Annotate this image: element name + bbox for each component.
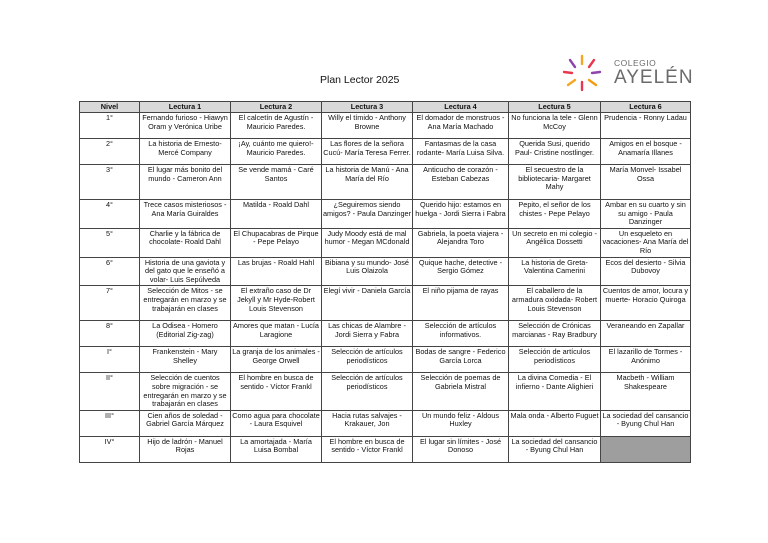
reading-cell: Querido hijo: estamos en huelga - Jordi Sierra i Fabra xyxy=(413,200,509,229)
reading-cell: La sociedad del cansancio - Byung Chul Han xyxy=(601,410,691,436)
reading-cell: Frankenstein - Mary Shelley xyxy=(140,347,231,373)
nivel-cell: I° xyxy=(80,347,140,373)
reading-cell: La amortajada - María Luisa Bombal xyxy=(231,436,322,462)
reading-cell xyxy=(601,436,691,462)
reading-cell: La sociedad del cansancio - Byung Chul Han xyxy=(509,436,601,462)
reading-cell: El hombre en busca de sentido - Víctor Frankl xyxy=(322,436,413,462)
table-header-row xyxy=(80,102,691,113)
nivel-cell: 1° xyxy=(80,113,140,139)
reading-plan-table xyxy=(79,101,691,463)
table-row xyxy=(80,228,691,257)
reading-cell: Quique hache, detective - Sergio Gómez xyxy=(413,257,509,286)
nivel-cell: 3° xyxy=(80,165,140,200)
page-title: Plan Lector 2025 xyxy=(320,74,400,86)
nivel-cell: 4° xyxy=(80,200,140,229)
reading-cell: Pepito, el señor de los chistes - Pepe Pelayo xyxy=(509,200,601,229)
reading-cell: La historia de Manú - Ana María del Río xyxy=(322,165,413,200)
reading-cell: La granja de los animales - George Orwell xyxy=(231,347,322,373)
reading-cell: Macbeth - William Shakespeare xyxy=(601,373,691,410)
reading-cell: Historia de una gaviota y del gato que le enseñó a volar- Luis Sepúlveda xyxy=(140,257,231,286)
reading-cell: Selección de artículos periodísticos xyxy=(322,373,413,410)
reading-cell: El secuestro de la bibliotecaria- Margaret Mahy xyxy=(509,165,601,200)
table-row xyxy=(80,436,691,462)
nivel-cell: 6° xyxy=(80,257,140,286)
reading-cell: El domador de monstruos - Ana María Machado xyxy=(413,113,509,139)
logo-name: AYELÉN xyxy=(614,67,694,88)
header-lectura-6: Lectura 6 xyxy=(601,102,691,113)
reading-cell: El Chupacabras de Pirque - Pepe Pelayo xyxy=(231,228,322,257)
reading-cell: Las flores de la señora Cucú- María Teresa Ferrer. xyxy=(322,139,413,165)
reading-cell: Bodas de sangre - Federico García Lorca xyxy=(413,347,509,373)
header-nivel: Nivel xyxy=(80,102,140,113)
table-row xyxy=(80,347,691,373)
reading-cell: Charlie y la fábrica de chocolate- Roald Dahl xyxy=(140,228,231,257)
nivel-cell: 2° xyxy=(80,139,140,165)
reading-cell: Las chicas de Alambre - Jordi Sierra y Fabra xyxy=(322,321,413,347)
school-logo xyxy=(554,50,694,96)
table-row xyxy=(80,200,691,229)
reading-cell: ¿Seguiremos siendo amigos? - Paula Danzinger xyxy=(322,200,413,229)
table-row xyxy=(80,165,691,200)
table-row xyxy=(80,286,691,321)
nivel-cell: II° xyxy=(80,373,140,410)
reading-cell: El extraño caso de Dr Jekyll y Mr Hyde-Robert Louis Stevenson xyxy=(231,286,322,321)
reading-cell: La historia de Ernesto- Mercé Company xyxy=(140,139,231,165)
reading-cell: Judy Moody está de mal humor - Megan MCdonald xyxy=(322,228,413,257)
reading-cell: El lugar sin límites - José Donoso xyxy=(413,436,509,462)
header-lectura-3: Lectura 3 xyxy=(322,102,413,113)
reading-cell: Gabriela, la poeta viajera - Alejandra Toro xyxy=(413,228,509,257)
reading-cell: El calcetín de Agustín - Mauricio Paredes. xyxy=(231,113,322,139)
nivel-cell: III° xyxy=(80,410,140,436)
reading-cell: Selección de Mitos - se entregarán en marzo y se trabajarán en clases xyxy=(140,286,231,321)
header-lectura-1: Lectura 1 xyxy=(140,102,231,113)
table-row xyxy=(80,321,691,347)
reading-cell: Mala onda - Alberto Fuguet xyxy=(509,410,601,436)
reading-cell: Hijo de ladrón - Manuel Rojas xyxy=(140,436,231,462)
reading-cell: Un secreto en mi colegio - Angélica Dossetti xyxy=(509,228,601,257)
reading-cell: Hacia rutas salvajes - Krakauer, Jon xyxy=(322,410,413,436)
reading-cell: Como agua para chocolate - Laura Esquivel xyxy=(231,410,322,436)
nivel-cell: 8° xyxy=(80,321,140,347)
reading-cell: El hombre en busca de sentido - Víctor Frankl xyxy=(231,373,322,410)
reading-cell: El niño pijama de rayas xyxy=(413,286,509,321)
reading-cell: Selección de artículos informativos. xyxy=(413,321,509,347)
reading-cell: Cuentos de amor, locura y muerte- Horacio Quiroga xyxy=(601,286,691,321)
reading-cell: Selección de cuentos sobre migración - se entregarán en marzo y se trabajarán en clases xyxy=(140,373,231,410)
reading-cell: Amores que matan - Lucía Laragione xyxy=(231,321,322,347)
reading-cell: María Monvel- Issabel Ossa xyxy=(601,165,691,200)
reading-cell: No funciona la tele - Glenn McCoy xyxy=(509,113,601,139)
reading-cell: Selección de Crónicas marcianas - Ray Bradbury xyxy=(509,321,601,347)
reading-cell: Trece casos misteriosos - Ana María Guiraldes xyxy=(140,200,231,229)
reading-cell: Selección de artículos periodísticos xyxy=(322,347,413,373)
reading-cell: Las brujas - Roald Hahl xyxy=(231,257,322,286)
reading-cell: Se vende mamá - Caré Santos xyxy=(231,165,322,200)
reading-cell: La Odisea - Homero (Editorial Zig-zag) xyxy=(140,321,231,347)
reading-cell: La historia de Greta- Valentina Camerini xyxy=(509,257,601,286)
header-lectura-4: Lectura 4 xyxy=(413,102,509,113)
reading-cell: Ecos del desierto - Silvia Dubovoy xyxy=(601,257,691,286)
reading-cell: Amigos en el bosque - Anamaría Illanes xyxy=(601,139,691,165)
reading-cell: Bibiana y su mundo- José Luis Olaizola xyxy=(322,257,413,286)
nivel-cell: IV° xyxy=(80,436,140,462)
table-row xyxy=(80,257,691,286)
sunburst-logo-icon xyxy=(554,50,610,96)
reading-cell: Fernando furioso - Hiawyn Oram y Verónica Uribe xyxy=(140,113,231,139)
reading-cell: Un mundo feliz - Aldous Huxley xyxy=(413,410,509,436)
reading-cell: Veraneando en Zapallar xyxy=(601,321,691,347)
reading-cell: Fantasmas de la casa rodante- María Luisa Silva. xyxy=(413,139,509,165)
table-row xyxy=(80,113,691,139)
header-lectura-5: Lectura 5 xyxy=(509,102,601,113)
table-row xyxy=(80,410,691,436)
nivel-cell: 5° xyxy=(80,228,140,257)
reading-cell: Querida Susi, querido Paul- Cristine nostlinger. xyxy=(509,139,601,165)
reading-cell: Prudencia - Ronny Ladau xyxy=(601,113,691,139)
reading-cell: Ambar en su cuarto y sin su amigo - Paula Danzinger xyxy=(601,200,691,229)
reading-cell: ¡Ay, cuánto me quiero!- Mauricio Paredes. xyxy=(231,139,322,165)
reading-cell: Selección de poemas de Gabriela Mistral xyxy=(413,373,509,410)
reading-cell: Selección de artículos periodísticos xyxy=(509,347,601,373)
table-row xyxy=(80,373,691,410)
reading-cell: El lazarillo de Tormes - Anónimo xyxy=(601,347,691,373)
reading-cell: Matilda - Roald Dahl xyxy=(231,200,322,229)
reading-cell: Willy el tímido - Anthony Browne xyxy=(322,113,413,139)
reading-cell: Un esqueleto en vacaciones- Ana María del Río xyxy=(601,228,691,257)
logo-subtitle: COLEGIO xyxy=(614,58,657,68)
reading-cell: El caballero de la armadura oxidada- Robert Louis Stevenson xyxy=(509,286,601,321)
reading-cell: Cien años de soledad - Gabriel García Márquez xyxy=(140,410,231,436)
header-lectura-2: Lectura 2 xyxy=(231,102,322,113)
reading-cell: Anticucho de corazón - Esteban Cabezas xyxy=(413,165,509,200)
reading-cell: El lugar más bonito del mundo - Cameron Ann xyxy=(140,165,231,200)
reading-cell: La divina Comedia - El infierno - Dante Alighieri xyxy=(509,373,601,410)
nivel-cell: 7° xyxy=(80,286,140,321)
table-row xyxy=(80,139,691,165)
reading-cell: Elegí vivir - Daniela García xyxy=(322,286,413,321)
